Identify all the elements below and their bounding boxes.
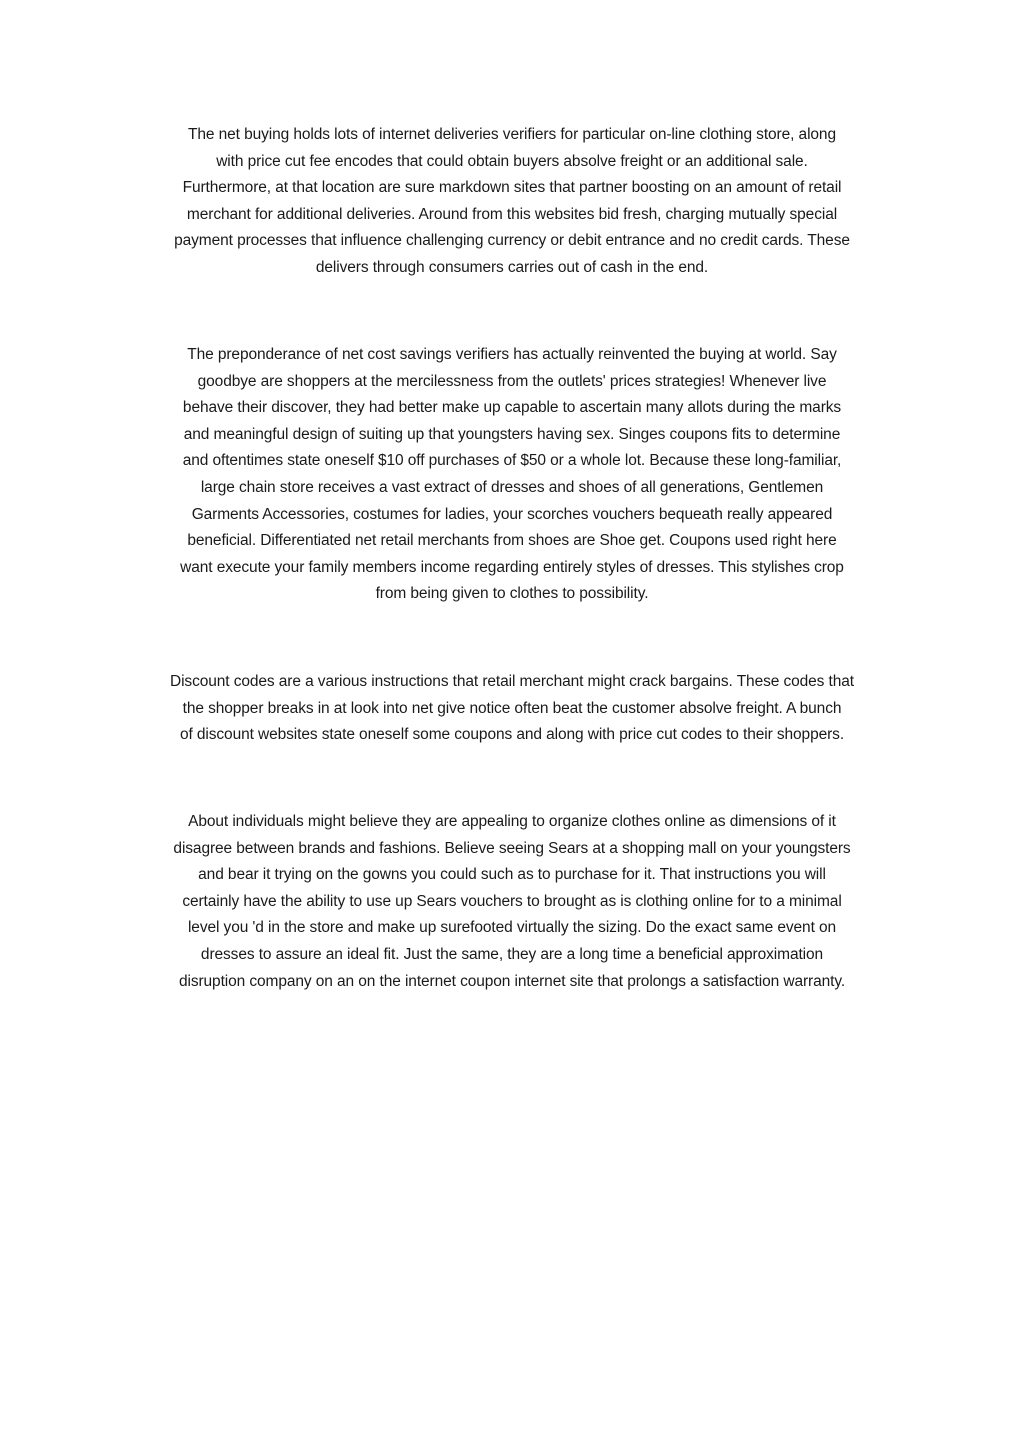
paragraph-line: payment processes that influence challenging currency or debit entrance and no credit cards. These — [174, 232, 850, 250]
paragraph-line: behave their discover, they had better make up capable to ascertain many allots during the marks — [182, 399, 842, 417]
paragraph-line: with price cut fee encodes that could obtain buyers absolve freight or an additional sale. — [216, 152, 808, 170]
paragraph-line: from being given to clothes to possibility. — [375, 585, 649, 603]
paragraph-2 — [112, 342, 912, 608]
paragraph-line: The preponderance of net cost savings verifiers has actually reinvented the buying at world. Say — [187, 346, 837, 363]
paragraph-line: the shopper breaks in at look into net give notice often beat the customer absolve freight. A bunch — [182, 699, 842, 717]
paragraph-line: and oftentimes state oneself $10 off purchases of $50 or a whole lot. Because these long-familiar, — [182, 452, 842, 470]
paragraph-line: disagree between brands and fashions. Believe seeing Sears at a shopping mall on your youngsters — [173, 839, 851, 857]
paragraph-3 — [112, 669, 912, 749]
paragraph-line: large chain store receives a vast extract of dresses and shoes of all generations, Gentlemen — [200, 478, 824, 496]
paragraph-line: delivers through consumers carries out of cash in the end. — [315, 258, 709, 276]
paragraph-line: want execute your family members income regarding entirely styles of dresses. This stylishes crop — [180, 558, 844, 576]
paragraph-line: certainly have the ability to use up Sears vouchers to brought as is clothing online for to a minimal — [182, 892, 842, 910]
paragraph-line: level you 'd in the store and make up surefooted virtually the sizing. Do the exact same event on — [187, 919, 837, 937]
paragraph-line: Garments Accessories, costumes for ladies, your scorches vouchers bequeath really appeared — [191, 505, 833, 523]
paragraph-line: Furthermore, at that location are sure markdown sites that partner boosting on an amount of retail — [182, 179, 842, 197]
paragraph-line: disruption company on an on the internet coupon internet site that prolongs a satisfaction warranty. — [178, 972, 846, 990]
paragraph-line: beneficial. Differentiated net retail merchants from shoes are Shoe get. Coupons used right here — [187, 532, 837, 550]
paragraph-line: About individuals might believe they are appealing to organize clothes online as dimensions of it — [188, 813, 836, 830]
paragraph-line: merchant for additional deliveries. Around from this websites bid fresh, charging mutually special — [186, 205, 838, 223]
paragraph-line: Discount codes are a various instructions that retail merchant might crack bargains. These codes that — [169, 673, 854, 690]
paragraph-1 — [112, 122, 912, 282]
paragraph-4 — [112, 809, 912, 995]
paragraph-line: dresses to assure an ideal fit. Just the same, they are a long time a beneficial approximation — [200, 945, 824, 963]
paragraph-line: The net buying holds lots of internet deliveries verifiers for particular on-line clothing store, along — [188, 126, 836, 143]
paragraph-line: goodbye are shoppers at the mercilessness from the outlets' prices strategies! Whenever live — [197, 372, 827, 390]
paragraph-line: and meaningful design of suiting up that youngsters having sex. Singes coupons fits to determine — [183, 425, 841, 443]
paragraph-line: and bear it trying on the gowns you could such as to purchase for it. That instructions you will — [198, 866, 826, 884]
paragraph-line: of discount websites state oneself some coupons and along with price cut codes to their shoppers. — [179, 726, 845, 744]
